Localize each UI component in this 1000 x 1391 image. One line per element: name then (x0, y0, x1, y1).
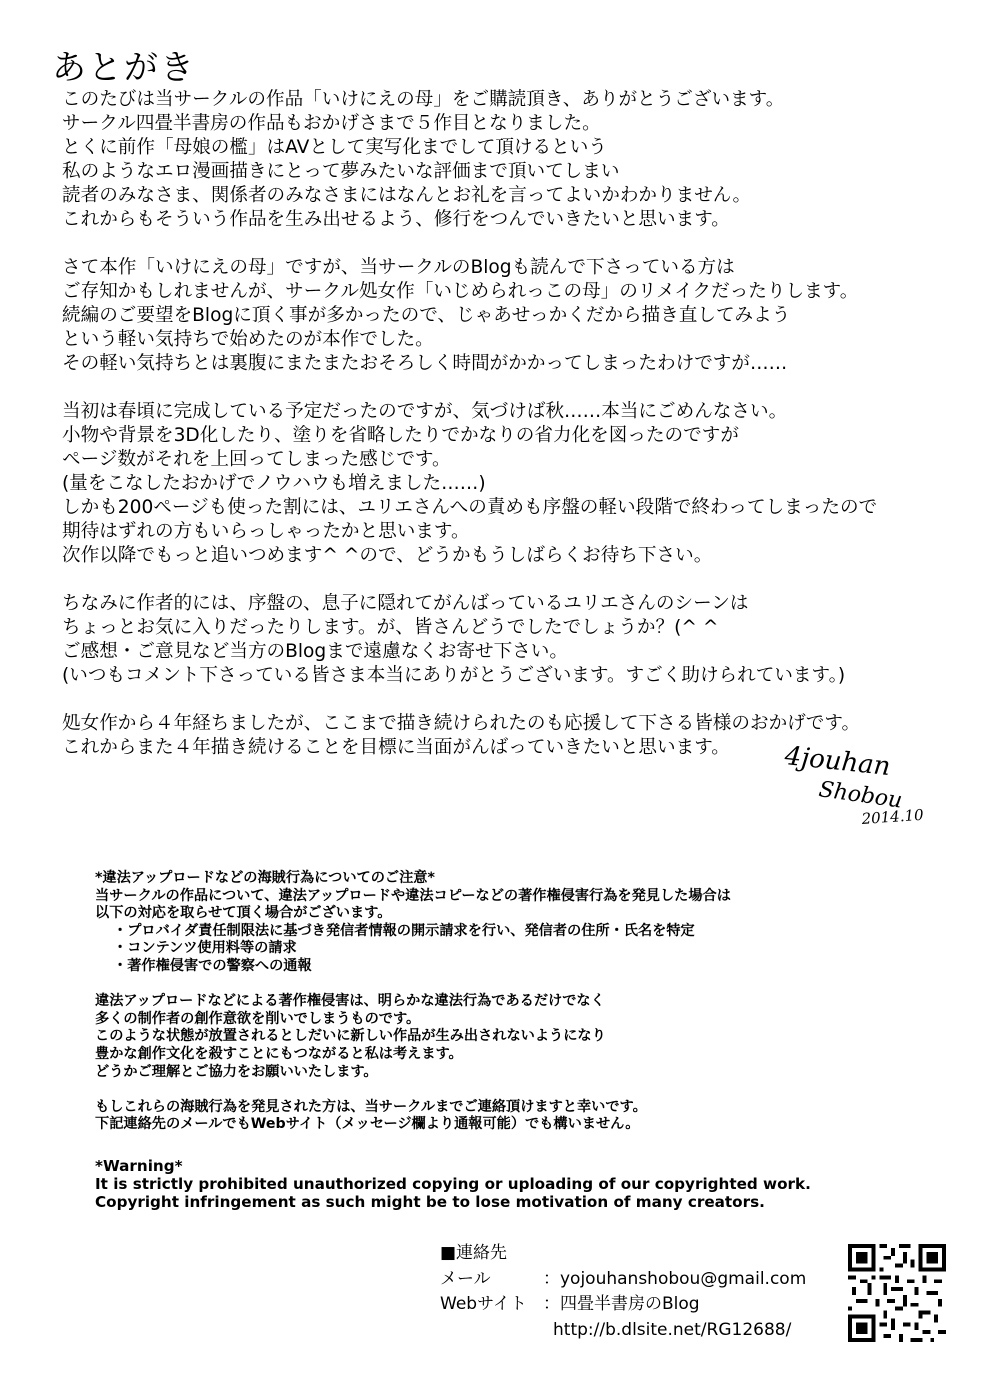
text-line: 当サークルの作品について、違法アップロードや違法コピーなどの著作権侵害行為を発見した場合は (95, 887, 731, 904)
text-line: 多くの制作者の創作意欲を削いでしまうものです。 (95, 1010, 421, 1027)
bullet-item: ・プロバイダ責任制限法に基づき発信者情報の開示請求を行い、発信者の住所・氏名を特定 (113, 922, 695, 939)
mail-address[interactable]: ：yojouhanshobou@gmail.com (543, 1268, 807, 1289)
warning-line: Copyright infringement as such might be to lose motivation of many creators. (95, 1193, 765, 1211)
notice-block (95, 1099, 855, 1134)
text-line: 読者のみなさま、関係者のみなさまにはなんとお礼を言ってよいかわかりません。 (62, 185, 752, 206)
signature-date: 2014.10 (861, 805, 925, 828)
afterword-paragraph (62, 400, 962, 568)
text-line: このような状態が放置されるとしだいに新しい作品が生み出されないようになり (95, 1028, 606, 1045)
afterword-paragraph (62, 88, 962, 232)
notice-heading: *違法アップロードなどの海賊行為についてのご注意* (95, 870, 435, 886)
contact-mail-row (440, 1267, 806, 1293)
text-line: ご存知かもしれませんが、サークル処女作「いじめられっこの母」のリメイクだったりします。 (62, 281, 859, 302)
bullet-item: ・著作権侵害での警察への通報 (113, 957, 312, 974)
text-line: 続編のご要望をBlogに頂く事が多かったので、じゃあせっかくだから描き直してみよう (62, 305, 791, 326)
web-site-name: ：四畳半書房のBlog (543, 1294, 700, 1314)
text-line: 豊かな創作文化を殺すことにもつながると私は考えます。 (95, 1045, 463, 1062)
text-line: 次作以降でもっと追いつめます^ ^ので、どうかもうしばらくお待ち下さい。 (62, 545, 713, 566)
text-line: さて本作「いけにえの母」ですが、当サークルのBlogも読んで下さっている方は (62, 257, 735, 278)
text-line: (量をこなしたおかげでノウハウも増えました……) (62, 473, 486, 494)
mail-label: メール (440, 1268, 491, 1289)
text-line: その軽い気持ちとは裏腹にまたまたおそろしく時間がかかってしまったわけですが…… (62, 353, 788, 374)
text-line: これからもそういう作品を生み出せるよう、修行をつんでいきたいと思います。 (62, 209, 730, 230)
text-line: ちなみに作者的には、序盤の、息子に隠れてがんばっているユリエさんのシーンは (62, 593, 749, 614)
text-line: 違法アップロードなどによる著作権侵害は、明らかな違法行為であるだけでなく (95, 993, 605, 1010)
afterword-body (62, 88, 962, 784)
afterword-paragraph (62, 256, 962, 376)
text-line: とくに前作「母娘の檻」はAVとして実写化までして頂けるという (62, 137, 607, 158)
text-line: サークル四畳半書房の作品もおかげさまで５作目となりました。 (62, 113, 601, 134)
text-line: ご感想・ご意見など当方のBlogまで遠慮なくお寄せ下さい。 (62, 641, 568, 662)
text-line: 当初は春頃に完成している予定だったのですが、気づけば秋……本当にごめんなさい。 (62, 401, 788, 422)
text-line: しかも200ページも使った割には、ユリエさんへの責めも序盤の軽い段階で終わってしまったので (62, 497, 878, 518)
piracy-notice (95, 870, 855, 1152)
web-url-link[interactable]: http://b.dlsite.net/RG12688/ (553, 1319, 792, 1340)
text-line: どうかご理解とご協力をお願いいたします。 (95, 1063, 378, 1080)
contact-url-row (440, 1318, 806, 1344)
warning-line: It is strictly prohibited unauthorized copying or uploading of our copyrighted work. (95, 1175, 811, 1193)
text-line: もしこれらの海賊行為を発見された方は、当サークルまでご連絡頂けますと幸いです。 (95, 1098, 647, 1115)
text-line: 以下の対応を取らせて頂く場合がございます。 (95, 905, 392, 922)
warning-heading: *Warning* (95, 1157, 183, 1175)
text-line: 小物や背景を3D化したり、塗りを省略したりでかなりの省力化を図ったのですが (62, 425, 739, 446)
handwritten-signature (780, 738, 950, 838)
bullet-item: ・コンテンツ使用料等の請求 (113, 940, 297, 957)
notice-block (95, 993, 855, 1081)
text-line: 処女作から４年経ちましたが、ここまで描き続けられたのも応援して下さる皆様のおかげです。 (62, 713, 861, 734)
text-line: (いつもコメント下さっている皆さま本当にありがとうございます。すごく助けられています。) (62, 665, 846, 686)
url-spacer (440, 1318, 543, 1344)
text-line: 下記連絡先のメールでもWebサイト（メッセージ欄より通報可能）でも構いません。 (95, 1116, 640, 1133)
qr-code-icon (848, 1244, 946, 1342)
warning-notice (95, 1157, 811, 1211)
text-line: 私のようなエロ漫画描きにとって夢みたいな評価まで頂いてしまい (62, 161, 620, 182)
notice-block (95, 870, 855, 976)
contact-web-row (440, 1292, 806, 1318)
text-line: このたびは当サークルの作品「いけにえの母」をご購読頂き、ありがとうございます。 (62, 89, 785, 110)
signature-name-line1: 4jouhan (783, 741, 892, 783)
signature-name-line2: Shobou (817, 777, 904, 814)
contact-heading: ■連絡先 (440, 1243, 508, 1263)
page-title: あとがき (52, 48, 196, 88)
text-line: これからまた４年描き続けることを目標に当面がんばっていきたいと思います。 (62, 737, 730, 758)
web-label: Webサイト (440, 1294, 527, 1314)
contact-info (440, 1241, 806, 1343)
afterword-paragraph (62, 592, 962, 688)
text-line: という軽い気持ちで始めたのが本作でした。 (62, 329, 434, 350)
text-line: ページ数がそれを上回ってしまった感じです。 (62, 449, 451, 470)
text-line: 期待はずれの方もいらっしゃったかと思います。 (62, 521, 470, 542)
text-line: ちょっとお気に入りだったりします。が、皆さんどうでしたでしょうか？(^ ^ (62, 617, 719, 638)
